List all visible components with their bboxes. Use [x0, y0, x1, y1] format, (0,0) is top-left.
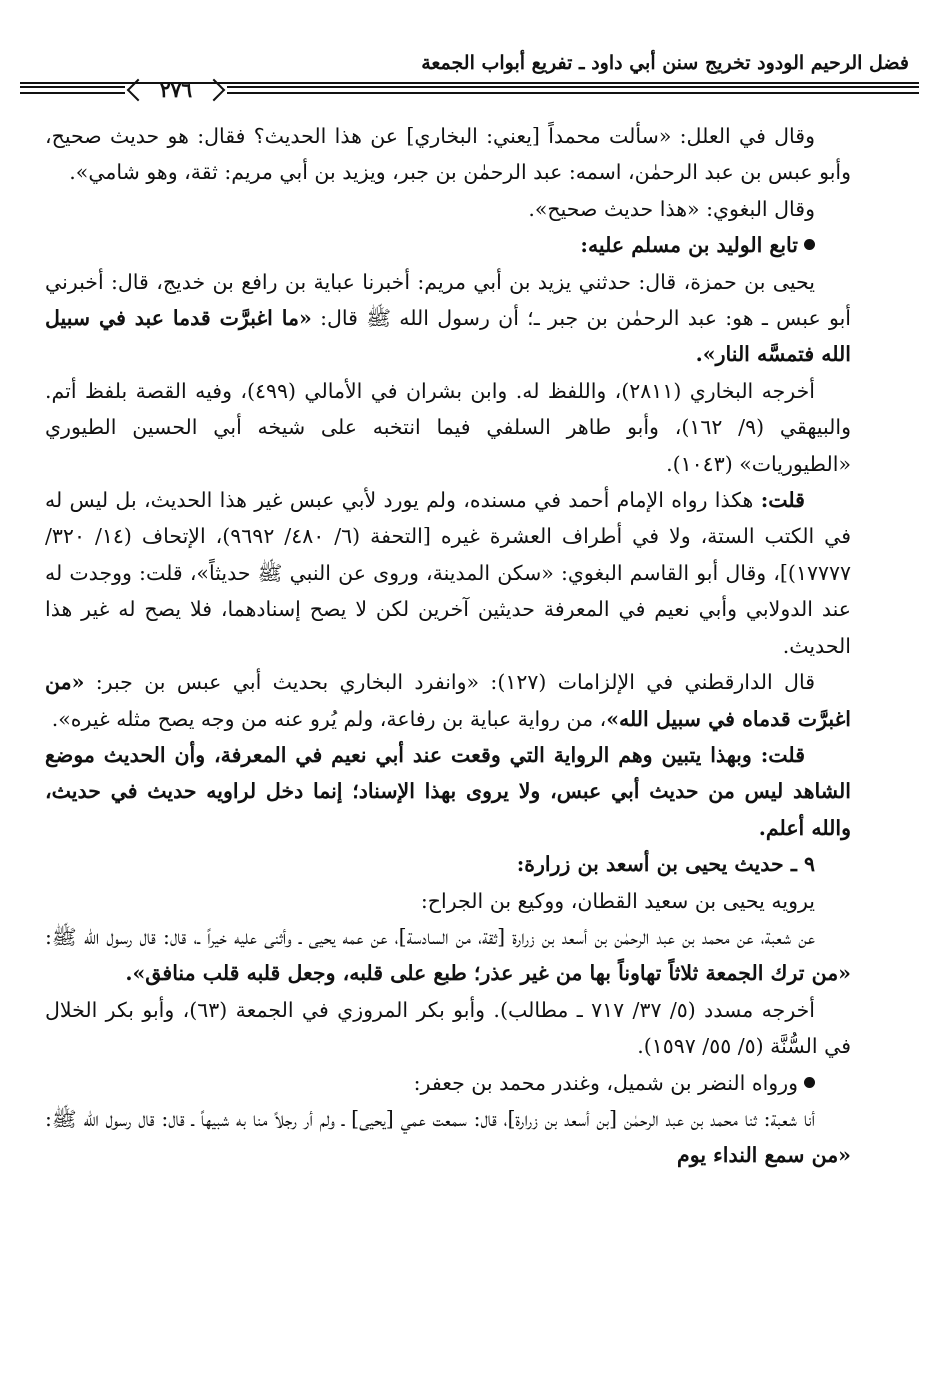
paragraph-text: ، من رواية عباية بن رفاعة، ولم يُرو عنه من وجه يصح مثله غيره». [51, 706, 607, 731]
paragraph [45, 919, 851, 992]
paragraph: وقال البغوي: «هذا حديث صحيح». [528, 196, 815, 221]
hadith-text: «من سمع النداء يوم [677, 1143, 851, 1168]
paragraph-text: عن شعبة، عن محمد بن عبد الرحمٰن بن أسعد بن زرارة [ثقة، من السادسة]، عن عمه يحيى ـ وأثنى عليه خيراً ـ، قال: قال رسول الله ﷺ: [45, 924, 815, 949]
page-number: ٢٧٦ [132, 78, 220, 102]
bullet-dot-icon [804, 1077, 815, 1088]
subheading [45, 227, 851, 263]
hadith-text: «ما اغبرَّت قدما عبد في سبيل الله فتمسَّه النار». [45, 306, 851, 367]
header-title: فضل الرحيم الودود تخريج سنن أبي داود ـ تفريع أبواب الجمعة [421, 52, 909, 74]
qultu-label: قلت: [760, 488, 805, 513]
paragraph [45, 1101, 851, 1174]
paragraph [45, 1065, 851, 1101]
paragraph-text: يحيى بن حمزة، قال: حدثني يزيد بن أبي مريم: أخبرنا عباية بن رافع بن خديج، قال: أخبرني أبو عبس ـ هو: عبد الرحمٰن بن جبر ـ؛ أن رسول الله ﷺ قال: [45, 269, 851, 331]
paragraph: يرويه يحيى بن سعيد القطان، ووكيع بن الجراح: [420, 888, 815, 913]
paragraph-text: أنا شعبة: ثنا محمد بن عبد الرحمٰن [بن أسعد بن زرارة]، قال: سمعت عمي [يحيى] ـ ولم أر رجلاً منا به شبيهاً ـ قال: قال رسول الله ﷺ: [45, 1106, 815, 1131]
hadith-text: «من اغبرَّت قدماه في سبيل الله» [45, 670, 851, 731]
paragraph [45, 482, 851, 664]
paragraph-text: ورواه النضر بن شميل، وغندر محمد بن جعفر: [413, 1070, 798, 1095]
subheading-text: تابع الوليد بن مسلم عليه: [580, 233, 798, 258]
hadith-text: «من ترك الجمعة ثلاثاً تهاوناً بها من غير عذر؛ طبع على قلبه، وجعل قلبه قلب منافق». [125, 961, 851, 986]
paragraph-text: قلت: وبهذا يتبين وهم الرواية التي وقعت عند أبي نعيم في المعرفة، وأن الحديث موضع الشاهد ليس من حديث أبي عبس، ولا يروى بهذا الإسناد؛ إنما دخل لراويه حديث في حديث، والله أعلم. [45, 742, 851, 840]
paragraph [45, 664, 851, 737]
page-number-rule-left [20, 86, 125, 94]
page-number-rule-right [227, 86, 919, 94]
page-number-ornament [20, 78, 919, 104]
paragraph-text: قال الدارقطني في الإلزامات (١٢٧): «وانفرد البخاري بحديث أبي عبس بن جبر: [95, 670, 815, 695]
paragraph [45, 264, 851, 373]
section-heading-text: ٩ ـ حديث يحيى بن أسعد بن زرارة: [516, 852, 815, 877]
paragraph: أخرجه البخاري (٢٨١١)، واللفظ له. وابن بشران في الأمالي (٤٩٩)، وفيه القصة بلفظ أتم. والبيهقي (٩/ ١٦٢)، وأبو طاهر السلفي فيما انتخبه على شيخه أبي الحسين الطيوري «الطيوريات» (١٠٤٣). [45, 378, 851, 476]
paragraph: أخرجه مسدد (٥/ ٣٧/ ٧١٧ ـ مطالب). وأبو بكر المروزي في الجمعة (٦٣)، وأبو بكر الخلال في السُّنَّة (٥/ ٥٥/ ١٥٩٧). [45, 997, 851, 1059]
bullet-dot-icon [804, 239, 815, 250]
paragraph-text: هكذا رواه الإمام أحمد في مسنده، ولم يورد لأبي عبس غير هذا الحديث، بل ليس له في الكتب الستة، ولا في أطراف العشرة غيره [التحفة (٦/ ٤٨٠/ ٩٦٩٢)، الإتحاف (١٤/ ٣٢٠/ ١٧٧٧٧)]، وقال أبو القاسم البغوي: «سكن المدينة، وروى عن النبي ﷺ حديثاً»، قلت: ووجدت له عند الدولابي وأبي نعيم في المعرفة حديثين آخرين لكن لا يصح إسنادهما، فلا يصح له غير هذا الحديث. [45, 488, 851, 658]
paragraph-bold [45, 737, 851, 846]
paragraph: وقال في العلل: «سألت محمداً [يعني: البخاري] عن هذا الحديث؟ فقال: هو حديث صحيح، وأبو عبس بن عبد الرحمٰن، اسمه: عبد الرحمٰن بن جبر، ويزيد بن أبي مريم: ثقة، وهو شامي». [45, 124, 851, 185]
section-heading [45, 846, 851, 882]
page-body [45, 118, 851, 1174]
